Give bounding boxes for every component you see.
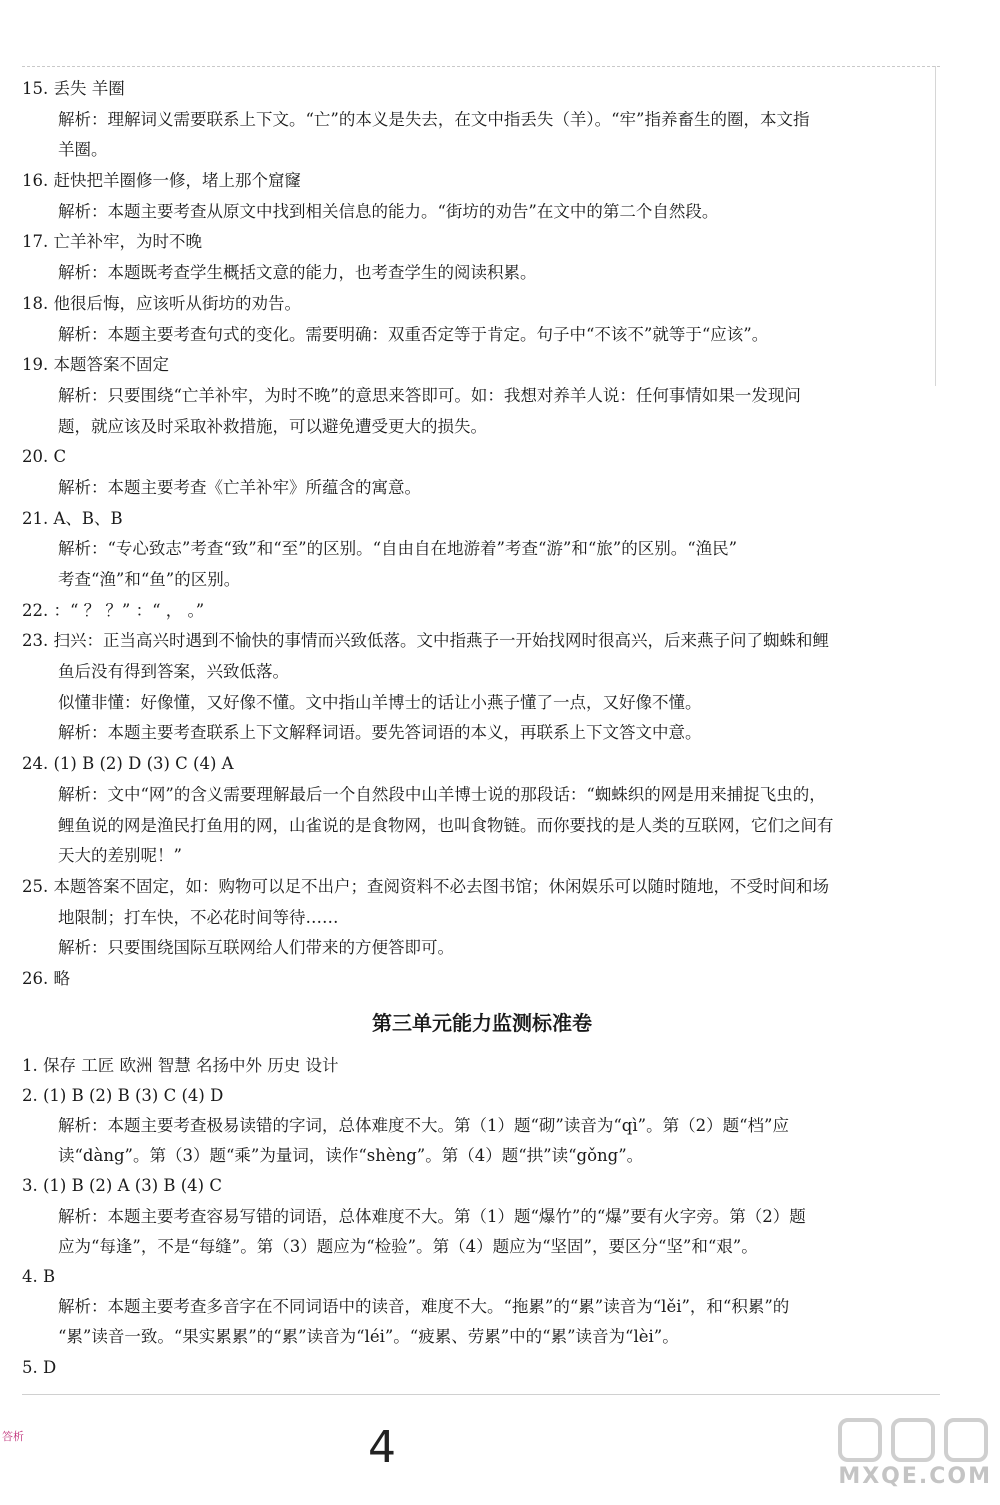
- answer-line: 15. 丢失 羊圈: [22, 79, 125, 98]
- explanation-line: 解析：本题主要考查句式的变化。需要明确：双重否定等于肯定。句子中“不该不”就等于“应该”。: [58, 324, 769, 344]
- top-rule: [22, 66, 940, 67]
- explanation-line: 地限制；打车快，不必花时间等待……: [58, 907, 339, 927]
- explanation-line: 解析：理解词义需要联系上下文。“亡”的本义是失去，在文中指丢失（羊）。“牢”指养畜生的圈，本文指: [58, 109, 810, 129]
- explanation-line: 鱼后没有得到答案，兴致低落。: [58, 662, 289, 682]
- answer-line: 16. 赶快把羊圈修一修，堵上那个窟窿: [22, 171, 301, 191]
- answer-line: 25. 本题答案不固定，如：购物可以足不出户；查阅资料不必去图书馆；休闲娱乐可以随时随地，不受时间和场: [22, 876, 829, 896]
- explanation-line: 解析：“专心致志”考查“致”和“至”的区别。“自由自在地游着”考查“游”和“旅”的区别。“渔民”: [58, 539, 738, 559]
- explanation-line: 羊圈。: [58, 140, 108, 160]
- explanation-line: 读“dàng”。第（3）题“乘”为量词，读作“shèng”。第（4）题“拱”读“gǒng”。: [58, 1146, 644, 1166]
- watermark: [838, 1418, 992, 1489]
- explanation-line: 解析：本题主要考查从原文中找到相关信息的能力。“街坊的劝告”在文中的第二个自然段。: [58, 201, 719, 221]
- answer-line: 3. (1) B (2) A (3) B (4) C: [22, 1176, 222, 1196]
- corner-text: 答析: [2, 1430, 24, 1443]
- explanation-line: 考查“渔”和“鱼”的区别。: [58, 570, 241, 589]
- answer-line: 4. B: [22, 1266, 56, 1286]
- answer-section-1: [22, 74, 942, 995]
- explanation-line: 鲤鱼说的网是渔民打鱼用的网，山雀说的是食物网，也叫食物链。而你要找的是人类的互联网，它们之间有: [58, 815, 834, 835]
- explanation-line: 题，就应该及时采取补救措施，可以避免遭受更大的损失。: [58, 416, 487, 436]
- answer-line: 26. 略: [22, 968, 70, 988]
- answer-line: 23. 扫兴：正当高兴时遇到不愉快的事情而兴致低落。文中指燕子一开始找网时很高兴，后来燕子问了蜘蛛和鲤: [22, 631, 829, 651]
- explanation-line: 解析：只要围绕国际互联网给人们带来的方便答即可。: [58, 938, 454, 958]
- answer-line: 19. 本题答案不固定: [22, 355, 169, 375]
- explanation-line: 天大的差别呢！”: [58, 846, 182, 866]
- explanation-line: 解析：只要围绕“亡羊补牢，为时不晚”的意思来答即可。如：我想对养羊人说：任何事情如果一发现问: [58, 385, 801, 405]
- watermark-logo-icon: [838, 1418, 988, 1462]
- answer-line: 5. D: [22, 1357, 57, 1377]
- explanation-line: 似懂非懂：好像懂，又好像不懂。文中指山羊博士的话让小燕子懂了一点，又好像不懂。: [58, 692, 702, 712]
- answer-line: 22. ：“ ？ ？” ：“ ， 。”: [22, 600, 205, 620]
- explanation-line: 解析：本题主要考查容易写错的词语，总体难度不大。第（1）题“爆竹”的“爆”要有火字旁。第（2）题: [58, 1206, 806, 1226]
- explanation-line: 解析：本题主要考查联系上下文解释词语。要先答词语的本义，再联系上下文答文中意。: [58, 723, 702, 743]
- explanation-line: 解析：本题主要考查极易读错的字词，总体难度不大。第（1）题“砌”读音为“qì”。第（2）题“档”应: [58, 1116, 789, 1135]
- explanation-line: 应为“每逢”，不是“每缝”。第（3）题应为“检验”。第（4）题应为“坚固”，要区分“坚”和“艰”。: [58, 1236, 758, 1256]
- answer-line: 20. C: [22, 447, 67, 467]
- bottom-rule: [22, 1394, 940, 1395]
- explanation-line: 解析：本题主要考查《亡羊补牢》所蕴含的寓意。: [58, 477, 421, 497]
- page-content: [22, 74, 942, 1383]
- explanation-line: 解析：本题主要考查多音字在不同词语中的读音，难度不大。“拖累”的“累”读音为“lěi”，和“积累”的: [58, 1297, 790, 1317]
- answer-line: 24. (1) B (2) D (3) C (4) A: [22, 754, 234, 774]
- section-title: 第三单元能力监测标准卷: [372, 1010, 592, 1035]
- answer-section-2: [22, 1051, 942, 1383]
- answer-line: 21. A、B、B: [22, 508, 123, 528]
- page-number: 4: [368, 1422, 396, 1473]
- explanation-line: “累”读音一致。“果实累累”的“累”读音为“léi”。“疲累、劳累”中的“累”读音为“lèi”。: [58, 1327, 679, 1347]
- answer-line: 1. 保存 工匠 欧洲 智慧 名扬中外 历史 设计: [22, 1055, 339, 1075]
- explanation-line: 解析：文中“网”的含义需要理解最后一个自然段中山羊博士说的那段话：“蜘蛛织的网是用来捕捉飞虫的，: [58, 784, 826, 804]
- answer-line: 17. 亡羊补牢，为时不晚: [22, 232, 202, 252]
- answer-line: 18. 他很后悔，应该听从街坊的劝告。: [22, 293, 301, 313]
- watermark-text: MXQE.COM: [838, 1464, 992, 1489]
- answer-line: 2. (1) B (2) B (3) C (4) D: [22, 1085, 224, 1105]
- explanation-line: 解析：本题既考查学生概括文意的能力，也考查学生的阅读积累。: [58, 263, 537, 283]
